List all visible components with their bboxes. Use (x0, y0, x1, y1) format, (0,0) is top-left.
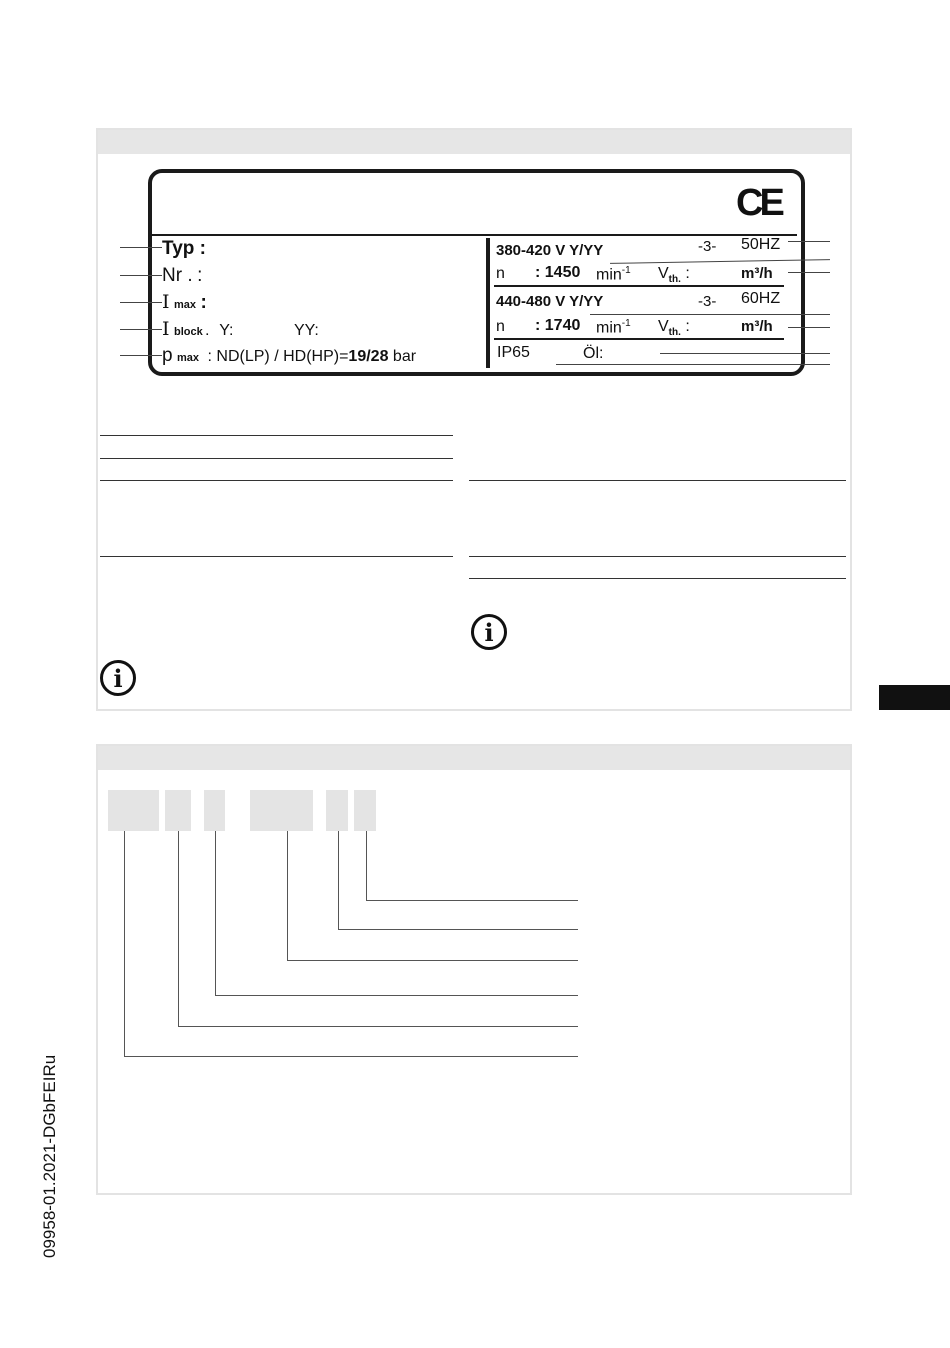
vth-2-group (658, 318, 690, 338)
code-segment-box (326, 790, 348, 831)
n1-unit-group (596, 265, 631, 284)
code-leader-line (366, 900, 578, 901)
table-rule (469, 480, 846, 481)
p-letter: p (162, 345, 173, 366)
info-icon: i (471, 614, 507, 650)
p-max-sub: max (177, 352, 200, 364)
vth-1-colon: : (685, 265, 690, 282)
ip-rating: IP65 (497, 344, 530, 361)
ce-mark-icon: CE (736, 182, 781, 224)
vth-2-colon: : (685, 318, 690, 335)
vth-1-group (658, 265, 690, 285)
table-rule (100, 480, 453, 481)
plate-right-divider-2 (494, 338, 784, 340)
callout-line (120, 329, 162, 330)
document-code: 09958-01.2021-DGbFEIRu (40, 1054, 59, 1258)
y-label: Y: (219, 322, 234, 339)
callout-line (556, 364, 830, 365)
phase-2: -3- (698, 293, 717, 310)
code-leader-line (124, 1056, 578, 1057)
code-leader-line (287, 960, 578, 961)
code-leader-line (178, 1026, 578, 1027)
voltage-2: 440-480 V Y/YY (496, 293, 604, 310)
code-leader-line (215, 995, 578, 996)
flow-unit-2: m³/h (741, 318, 773, 335)
callout-line (660, 353, 830, 354)
code-segment-box (165, 790, 191, 831)
freq-1: 50HZ (741, 236, 781, 253)
i-letter: I (162, 291, 170, 313)
vth-2-main: V (658, 318, 669, 335)
code-segment-box (250, 790, 313, 831)
callout-line (120, 247, 162, 248)
p-max-field (162, 345, 416, 367)
section-tab-marker (879, 685, 950, 710)
callout-line (788, 272, 830, 273)
panel-header (98, 130, 850, 154)
code-leader-line (366, 831, 367, 901)
plate-vertical-divider (486, 238, 490, 368)
vth-2-sub: th. (668, 327, 681, 339)
n2-label: n (496, 318, 505, 335)
code-segment-box (204, 790, 225, 831)
i-max-sub: max (173, 299, 196, 311)
callout-line (590, 314, 830, 315)
i-max-field (162, 291, 207, 314)
pressure-prefix: : ND(LP) / HD(HP)= (207, 348, 349, 365)
yy-label: YY: (293, 322, 319, 339)
vth-1-main: V (658, 265, 669, 282)
code-segment-box (354, 790, 376, 831)
pressure-value: 19/28 (348, 348, 389, 365)
code-leader-line (124, 831, 125, 1057)
n1-value: : 1450 (535, 264, 581, 281)
callout-line (120, 275, 162, 276)
panel-header (98, 746, 850, 770)
n2-unit-group (596, 318, 631, 337)
nr-field (162, 265, 202, 287)
phase-1: -3- (698, 238, 717, 255)
nr-label: Nr . (162, 265, 193, 286)
i-block-field (162, 318, 319, 340)
table-rule (469, 556, 846, 557)
nr-colon: : (197, 265, 203, 286)
code-leader-line (178, 831, 179, 1027)
callout-line (120, 302, 162, 303)
code-leader-line (338, 929, 578, 930)
callout-line (788, 241, 830, 242)
pressure-unit: bar (392, 348, 417, 365)
code-leader-line (287, 831, 288, 961)
code-segment-box (108, 790, 159, 831)
i-letter-2: I (162, 318, 170, 340)
n2-value: : 1740 (535, 317, 581, 334)
freq-2: 60HZ (741, 290, 781, 307)
table-rule (469, 578, 846, 579)
flow-unit-1: m³/h (741, 265, 773, 282)
table-rule (100, 556, 453, 557)
n1-exp: -1 (621, 265, 631, 276)
callout-line (120, 355, 162, 356)
callout-line (788, 327, 830, 328)
voltage-1: 380-420 V Y/YY (496, 242, 604, 259)
n2-exp: -1 (621, 318, 631, 329)
code-leader-line (215, 831, 216, 996)
typ-label: Typ : (162, 238, 206, 259)
info-icon: i (100, 660, 136, 696)
vth-1-sub: th. (668, 274, 681, 286)
plate-top-divider (152, 234, 797, 236)
code-leader-line (338, 831, 339, 930)
i-block-sub: block . (173, 326, 209, 338)
n2-unit: min (596, 319, 622, 337)
n1-label: n (496, 265, 505, 282)
plate-right-divider-1 (494, 285, 784, 287)
n1-unit: min (596, 266, 622, 284)
oil-label: Öl: (583, 345, 604, 362)
table-rule (100, 435, 453, 436)
i-max-colon: : (200, 292, 207, 313)
table-rule (100, 458, 453, 459)
